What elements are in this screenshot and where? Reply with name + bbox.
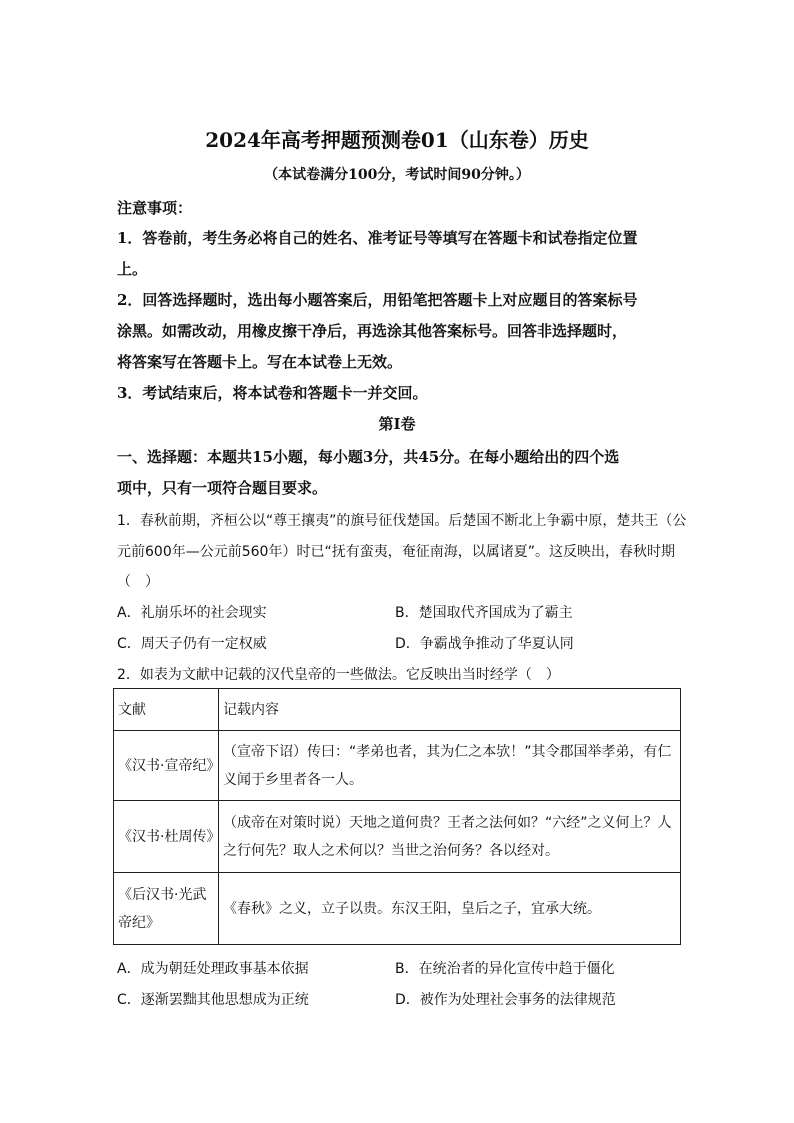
- source-line: 帝纪》: [118, 914, 160, 931]
- notes-item-3: 3．考试结束后，将本试卷和答题卡一并交回。: [117, 384, 428, 402]
- table-cell-source: 《汉书·杜周传》: [114, 801, 219, 873]
- part-heading-line-2: 项中，只有一项符合题目要求。: [117, 479, 328, 497]
- exam-title: 2024年高考押题预测卷01（山东卷）历史: [205, 128, 589, 152]
- notes-item-2-line-3: 将答案写在答题卡上。写在本试卷上无效。: [117, 353, 403, 371]
- notes-item-1-line-2: 上。: [117, 260, 148, 278]
- q2-option-c: C．逐渐罢黜其他思想成为正统: [117, 992, 309, 1008]
- table-cell-content: [219, 731, 681, 801]
- notes-heading: 注意事项：: [117, 199, 193, 217]
- q2-option-d: D．被作为处理社会事务的法律规范: [395, 992, 616, 1008]
- q2-table: [113, 688, 681, 945]
- q1-stem-line-3: （ ）: [117, 574, 159, 590]
- q1-option-d: D．争霸战争推动了华夏认同: [395, 636, 574, 652]
- table-header-cell: 文献: [114, 689, 219, 731]
- table-cell-source: [114, 873, 219, 945]
- q1-option-a: A．礼崩乐坏的社会现实: [117, 605, 267, 621]
- table-header-cell: 记载内容: [219, 689, 681, 731]
- notes-item-2-line-1: 2．回答选择题时，选出每小题答案后，用铅笔把答题卡上对应题目的答案标号: [117, 291, 638, 309]
- q1-stem-line-2: 元前600年—公元前560年）时已“抚有蛮夷，奄征南海，以属诸夏”。这反映出，春秋时期: [117, 544, 675, 560]
- q2-stem: 2．如表为文献中记载的汉代皇帝的一些做法。它反映出当时经学（ ）: [117, 667, 560, 683]
- table-cell-source: 《汉书·宣帝纪》: [114, 731, 219, 801]
- table-cell-content: [219, 801, 681, 873]
- q1-option-c: C．周天子仍有一定权威: [117, 636, 267, 652]
- content-line: 之行何先？取人之术何以？当世之治何务？各以经对。: [223, 842, 559, 859]
- content-line: （成帝在对策时说）天地之道何贵？王者之法何如？“六经”之义何上？人: [223, 814, 672, 831]
- notes-item-2-line-2: 涂黑。如需改动，用橡皮擦干净后，再选涂其他答案标号。回答非选择题时，: [117, 322, 628, 340]
- content-line: （宣帝下诏）传曰：“孝弟也者，其为仁之本欤！”其令郡国举孝弟，有仁: [223, 743, 672, 760]
- q1-stem-line-1: 1．春秋前期，齐桓公以“尊王攘夷”的旗号征伐楚国。后楚国不断北上争霸中原，楚共王（公: [117, 513, 687, 529]
- part-heading-line-1: 一、选择题：本题共15小题，每小题3分，共45分。在每小题给出的四个选: [117, 448, 620, 466]
- table-row: [114, 731, 681, 801]
- volume-heading: 第I卷: [378, 415, 416, 433]
- content-line: 义闻于乡里者各一人。: [223, 771, 363, 788]
- table-row: [114, 873, 681, 945]
- notes-item-1-line-1: 1．答卷前，考生务必将自己的姓名、准考证号等填写在答题卡和试卷指定位置: [117, 229, 638, 247]
- exam-subtitle: （本试卷满分100分，考试时间90分钟。）: [264, 167, 530, 183]
- q2-option-b: B．在统治者的异化宣传中趋于僵化: [395, 961, 615, 977]
- table-header-row: [114, 689, 681, 731]
- table-row: [114, 801, 681, 873]
- q2-option-a: A．成为朝廷处理政事基本依据: [117, 961, 309, 977]
- table-cell-content: [219, 873, 681, 945]
- source-line: 《后汉书·光武: [118, 886, 207, 903]
- content-line: 《春秋》之义，立子以贵。东汉王阳，皇后之子，宜承大统。: [223, 900, 601, 917]
- q1-option-b: B．楚国取代齐国成为了霸主: [395, 605, 573, 621]
